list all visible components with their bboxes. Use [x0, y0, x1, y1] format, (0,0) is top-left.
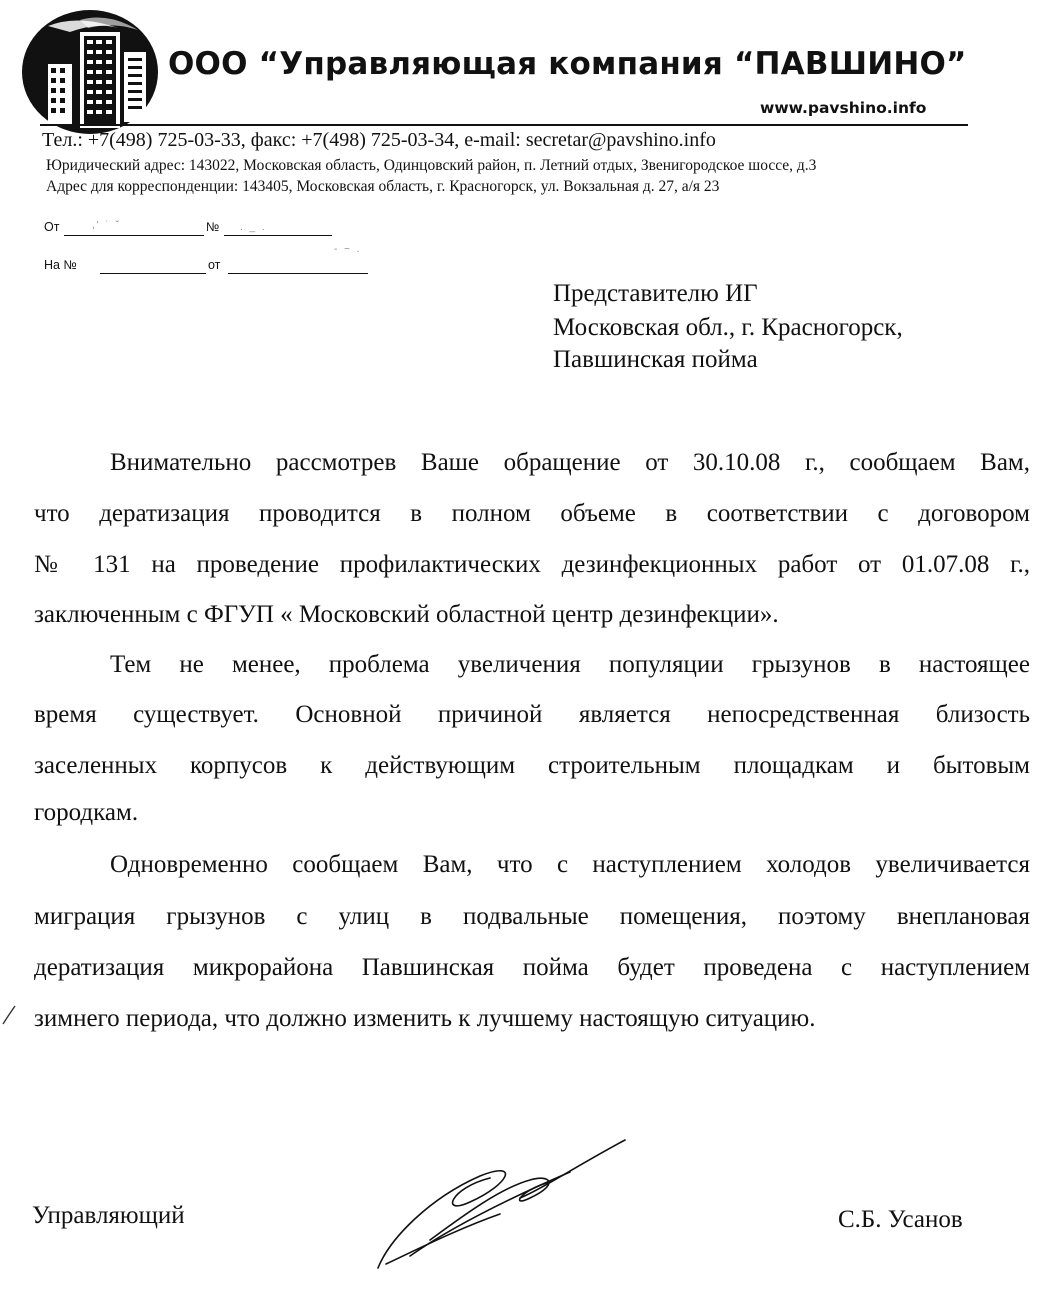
- paragraph-line: Внимательно рассмотрев Ваше обращение от 30.10.08 г., сообщаем Вам,: [110, 449, 1030, 476]
- paragraph-line: заселенных корпусов к действующим строительным площадкам и бытовым: [34, 752, 1030, 779]
- redaction-marks: - ~ .: [334, 244, 362, 255]
- paragraph-line: городкам.: [34, 799, 139, 826]
- paragraph-line: Тем не менее, проблема увеличения популяции грызунов в настоящее: [110, 651, 1030, 678]
- date-label: от: [208, 258, 221, 272]
- legal-address: Юридический адрес: 143022, Московская область, Одинцовский район, п. Летний отдых, Звенигородское шоссе, д.3: [46, 157, 817, 174]
- from-label: От: [44, 220, 60, 234]
- reply-to-label: На №: [44, 258, 77, 272]
- handwritten-signature: [370, 1128, 640, 1278]
- paragraph-line: заключенным с ФГУП « Московский областной центр дезинфекции».: [34, 601, 779, 628]
- addressee-line: Павшинская пойма: [553, 346, 758, 373]
- paragraph-line: что дератизация проводится в полном объеме в соответствии с договором: [34, 500, 1030, 527]
- signer-title: Управляющий: [32, 1202, 185, 1229]
- margin-tick-mark: [2, 1004, 16, 1026]
- contacts-line: Тел.: +7(498) 725-03-33, факс: +7(498) 725-03-34, e-mail: secretar@pavshino.info: [42, 129, 716, 151]
- paragraph-line: миграция грызунов с улиц в подвальные помещения, поэтому внеплановая: [34, 903, 1030, 930]
- number-label: №: [206, 220, 220, 234]
- paragraph-line: Одновременно сообщаем Вам, что с наступлением холодов увеличивается: [110, 851, 1030, 878]
- addressee-line: Представителю ИГ: [553, 280, 758, 307]
- signer-name: С.Б. Усанов: [838, 1206, 963, 1233]
- redaction-marks: . _ .: [240, 222, 267, 233]
- paragraph-line: дератизация микрорайона Павшинская пойма будет проведена с наступлением: [34, 954, 1030, 981]
- company-name: ООО “Управляющая компания “ПАВШИНО”: [168, 46, 967, 82]
- addressee-line: Московская обл., г. Красногорск,: [553, 314, 903, 341]
- paragraph-line: зимнего периода, что должно изменить к лучшему настоящую ситуацию.: [34, 1005, 816, 1032]
- paragraph-line: время существует. Основной причиной является непосредственная близость: [34, 701, 1030, 728]
- paragraph-line: № 131 на проведение профилактических дезинфекционных работ от 01.07.08 г.,: [34, 551, 1030, 578]
- company-website: www.pavshino.info: [760, 99, 927, 117]
- redaction-marks: ,' ˙ ˇ: [92, 220, 121, 231]
- mail-address: Адрес для корреспонденции: 143405, Московская область, г. Красногорск, ул. Вокзальная д. 27, а/я 23: [46, 178, 720, 195]
